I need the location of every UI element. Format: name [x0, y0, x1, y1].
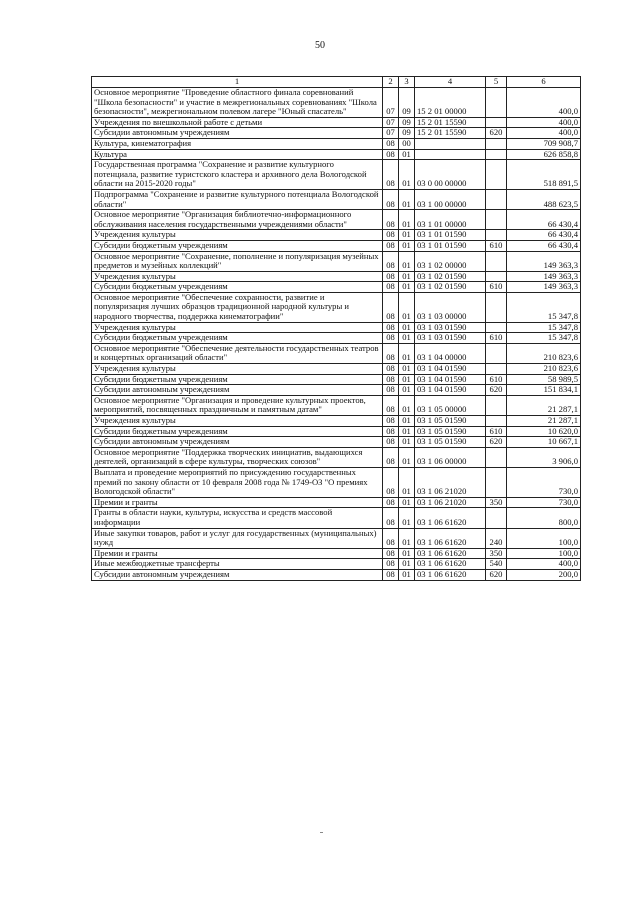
table-row — [92, 395, 581, 415]
row-amount: 149 363,3 — [507, 271, 581, 282]
row-amount: 100,0 — [507, 548, 581, 559]
row-name: Премии и гранты — [92, 497, 383, 508]
row-amount: 100,0 — [507, 528, 581, 548]
row-expense-type: 610 — [486, 426, 507, 437]
row-subsection: 01 — [399, 528, 415, 548]
row-expense-type — [486, 447, 507, 467]
row-target-article: 03 1 02 01590 — [415, 282, 486, 293]
row-section: 07 — [383, 128, 399, 139]
row-name: Субсидии бюджетным учреждениям — [92, 240, 383, 251]
row-subsection: 01 — [399, 447, 415, 467]
row-name: Гранты в области науки, культуры, искусства и средств массовой информации — [92, 508, 383, 528]
table-row — [92, 271, 581, 282]
row-target-article: 03 1 01 00000 — [415, 210, 486, 230]
scan-mark — [320, 832, 323, 833]
table-row — [92, 426, 581, 437]
row-expense-type: 620 — [486, 437, 507, 448]
row-amount: 21 287,1 — [507, 395, 581, 415]
row-name: Учреждения культуры — [92, 271, 383, 282]
row-expense-type: 610 — [486, 240, 507, 251]
row-expense-type — [486, 416, 507, 427]
row-section: 08 — [383, 437, 399, 448]
row-expense-type — [486, 138, 507, 149]
row-subsection: 01 — [399, 548, 415, 559]
row-subsection: 01 — [399, 497, 415, 508]
row-subsection: 01 — [399, 374, 415, 385]
row-name: Основное мероприятие "Сохранение, пополнение и популяризация музейных предметов и музейных коллекций" — [92, 251, 383, 271]
row-name: Основное мероприятие "Обеспечение деятельности государственных театров и концертных организаций области" — [92, 343, 383, 363]
row-section: 08 — [383, 138, 399, 149]
row-target-article: 03 1 06 21020 — [415, 497, 486, 508]
row-section: 08 — [383, 292, 399, 322]
row-subsection: 01 — [399, 322, 415, 333]
row-name: Основное мероприятие "Обеспечение сохранности, развитие и популяризация лучших образцов традиционной народной культуры и народного творчества, поддержка кинематографии" — [92, 292, 383, 322]
row-expense-type — [486, 343, 507, 363]
row-expense-type: 350 — [486, 548, 507, 559]
row-section: 07 — [383, 88, 399, 118]
row-section: 08 — [383, 569, 399, 580]
row-expense-type: 610 — [486, 374, 507, 385]
row-subsection: 01 — [399, 210, 415, 230]
row-subsection: 01 — [399, 282, 415, 293]
row-name: Субсидии бюджетным учреждениям — [92, 374, 383, 385]
row-expense-type — [486, 271, 507, 282]
row-target-article: 03 1 05 01590 — [415, 426, 486, 437]
header-subsection: 3 — [399, 77, 415, 88]
row-name: Иные межбюджетные трансферты — [92, 559, 383, 570]
row-target-article: 03 1 06 61620 — [415, 548, 486, 559]
row-section: 08 — [383, 559, 399, 570]
row-amount: 400,0 — [507, 128, 581, 139]
row-name: Иные закупки товаров, работ и услуг для государственных (муниципальных) нужд — [92, 528, 383, 548]
row-target-article: 03 1 05 00000 — [415, 395, 486, 415]
row-target-article: 03 1 06 21020 — [415, 467, 486, 497]
table-row — [92, 416, 581, 427]
row-subsection: 01 — [399, 569, 415, 580]
row-subsection: 01 — [399, 189, 415, 209]
table-row — [92, 508, 581, 528]
table-row — [92, 292, 581, 322]
row-amount: 149 363,3 — [507, 251, 581, 271]
row-name: Учреждения культуры — [92, 416, 383, 427]
row-subsection: 01 — [399, 160, 415, 190]
row-expense-type — [486, 189, 507, 209]
row-section: 08 — [383, 364, 399, 375]
row-expense-type — [486, 292, 507, 322]
row-section: 08 — [383, 528, 399, 548]
row-subsection: 01 — [399, 149, 415, 160]
table-row — [92, 230, 581, 241]
row-expense-type — [486, 395, 507, 415]
row-name: Учреждения культуры — [92, 364, 383, 375]
row-section: 08 — [383, 282, 399, 293]
row-expense-type: 620 — [486, 128, 507, 139]
row-amount: 15 347,8 — [507, 333, 581, 344]
row-target-article: 03 1 04 01590 — [415, 374, 486, 385]
row-section: 08 — [383, 426, 399, 437]
row-name: Субсидии автономным учреждениям — [92, 385, 383, 396]
row-subsection: 01 — [399, 240, 415, 251]
row-subsection: 01 — [399, 385, 415, 396]
row-expense-type — [486, 160, 507, 190]
row-amount: 58 989,5 — [507, 374, 581, 385]
row-subsection: 01 — [399, 559, 415, 570]
row-target-article: 15 2 01 00000 — [415, 88, 486, 118]
table-row — [92, 333, 581, 344]
row-subsection: 01 — [399, 271, 415, 282]
row-subsection: 01 — [399, 343, 415, 363]
row-section: 08 — [383, 210, 399, 230]
row-amount: 151 834,1 — [507, 385, 581, 396]
table-row — [92, 117, 581, 128]
table-row — [92, 149, 581, 160]
table-row — [92, 447, 581, 467]
row-section: 08 — [383, 385, 399, 396]
table-row — [92, 437, 581, 448]
row-section: 07 — [383, 117, 399, 128]
table-row — [92, 569, 581, 580]
row-amount: 3 906,0 — [507, 447, 581, 467]
row-name: Субсидии бюджетным учреждениям — [92, 333, 383, 344]
row-target-article: 03 1 06 61620 — [415, 508, 486, 528]
row-expense-type: 610 — [486, 333, 507, 344]
row-name: Субсидии автономным учреждениям — [92, 128, 383, 139]
row-name: Основное мероприятие "Проведение областного финала соревнований "Школа безопасности" и участие в межрегиональных соревнованиях "Школа безопасности", межрегиональном полевом лагере "Юный спасатель" — [92, 88, 383, 118]
row-amount: 518 891,5 — [507, 160, 581, 190]
row-name: Культура, кинематография — [92, 138, 383, 149]
row-target-article: 03 1 06 61620 — [415, 559, 486, 570]
row-name: Субсидии бюджетным учреждениям — [92, 282, 383, 293]
table-row — [92, 497, 581, 508]
row-expense-type: 240 — [486, 528, 507, 548]
row-name: Выплата и проведение мероприятий по присуждению государственных премий по закону области от 10 февраля 2008 года № 1749-ОЗ "О премиях Вологодской области" — [92, 467, 383, 497]
row-subsection: 01 — [399, 292, 415, 322]
row-target-article: 03 1 02 01590 — [415, 271, 486, 282]
row-section: 08 — [383, 508, 399, 528]
row-expense-type — [486, 230, 507, 241]
row-subsection: 09 — [399, 88, 415, 118]
table-row — [92, 251, 581, 271]
row-target-article: 03 1 01 01590 — [415, 240, 486, 251]
row-name: Культура — [92, 149, 383, 160]
row-expense-type — [486, 364, 507, 375]
row-expense-type: 350 — [486, 497, 507, 508]
table-row — [92, 240, 581, 251]
table-row — [92, 138, 581, 149]
row-subsection: 01 — [399, 437, 415, 448]
row-target-article: 03 1 04 01590 — [415, 364, 486, 375]
row-amount: 400,0 — [507, 117, 581, 128]
row-section: 08 — [383, 333, 399, 344]
row-target-article: 03 1 05 01590 — [415, 437, 486, 448]
row-subsection: 01 — [399, 426, 415, 437]
row-name: Учреждения культуры — [92, 322, 383, 333]
row-amount: 709 908,7 — [507, 138, 581, 149]
table-row — [92, 128, 581, 139]
row-name: Премии и гранты — [92, 548, 383, 559]
row-target-article: 03 1 04 00000 — [415, 343, 486, 363]
row-subsection: 01 — [399, 364, 415, 375]
row-section: 08 — [383, 395, 399, 415]
row-target-article: 03 1 03 01590 — [415, 322, 486, 333]
table-row — [92, 374, 581, 385]
row-expense-type: 610 — [486, 282, 507, 293]
row-target-article: 03 1 06 61620 — [415, 569, 486, 580]
row-amount: 10 667,1 — [507, 437, 581, 448]
table-row — [92, 528, 581, 548]
row-amount: 15 347,8 — [507, 292, 581, 322]
header-expense-type: 5 — [486, 77, 507, 88]
row-amount: 488 623,5 — [507, 189, 581, 209]
row-subsection: 01 — [399, 333, 415, 344]
row-target-article: 03 1 03 00000 — [415, 292, 486, 322]
row-section: 08 — [383, 149, 399, 160]
row-name: Основное мероприятие "Организация библиотечно-информационного обслуживания населения государственными учреждениями области" — [92, 210, 383, 230]
row-name: Основное мероприятие "Организация и проведение культурных проектов, мероприятий, посвященных праздничным и памятным датам" — [92, 395, 383, 415]
row-amount: 66 430,4 — [507, 230, 581, 241]
row-section: 08 — [383, 497, 399, 508]
row-section: 08 — [383, 322, 399, 333]
row-subsection: 01 — [399, 230, 415, 241]
row-amount: 730,0 — [507, 467, 581, 497]
row-amount: 21 287,1 — [507, 416, 581, 427]
row-section: 08 — [383, 416, 399, 427]
row-subsection: 00 — [399, 138, 415, 149]
row-expense-type — [486, 508, 507, 528]
row-target-article: 03 1 03 01590 — [415, 333, 486, 344]
row-amount: 66 430,4 — [507, 210, 581, 230]
row-section: 08 — [383, 240, 399, 251]
row-amount: 66 430,4 — [507, 240, 581, 251]
row-target-article: 03 1 06 61620 — [415, 528, 486, 548]
row-amount: 149 363,3 — [507, 282, 581, 293]
row-subsection: 01 — [399, 395, 415, 415]
row-amount: 800,0 — [507, 508, 581, 528]
row-target-article: 03 1 05 01590 — [415, 416, 486, 427]
row-section: 08 — [383, 230, 399, 241]
table-row — [92, 467, 581, 497]
row-expense-type — [486, 149, 507, 160]
row-expense-type — [486, 88, 507, 118]
row-subsection: 09 — [399, 128, 415, 139]
row-amount: 400,0 — [507, 88, 581, 118]
row-section: 08 — [383, 374, 399, 385]
row-section: 08 — [383, 548, 399, 559]
table-row — [92, 548, 581, 559]
row-name: Субсидии бюджетным учреждениям — [92, 426, 383, 437]
row-amount: 400,0 — [507, 559, 581, 570]
table-header-row — [92, 77, 581, 88]
row-subsection: 09 — [399, 117, 415, 128]
row-section: 08 — [383, 251, 399, 271]
row-expense-type — [486, 210, 507, 230]
row-expense-type — [486, 251, 507, 271]
row-amount: 210 823,6 — [507, 364, 581, 375]
budget-table — [91, 76, 581, 581]
row-amount: 200,0 — [507, 569, 581, 580]
row-section: 08 — [383, 447, 399, 467]
row-target-article: 03 1 00 00000 — [415, 189, 486, 209]
row-name: Субсидии автономным учреждениям — [92, 569, 383, 580]
row-section: 08 — [383, 271, 399, 282]
table-row — [92, 343, 581, 363]
row-name: Подпрограмма "Сохранение и развитие культурного потенциала Вологодской области" — [92, 189, 383, 209]
row-amount: 626 858,8 — [507, 149, 581, 160]
row-name: Государственная программа "Сохранение и развитие культурного потенциала, развитие туристского кластера и архивного дела Вологодской области на 2015-2020 годы" — [92, 160, 383, 190]
table-row — [92, 88, 581, 118]
row-section: 08 — [383, 189, 399, 209]
table-row — [92, 559, 581, 570]
table-row — [92, 282, 581, 293]
header-name: 1 — [92, 77, 383, 88]
row-target-article: 03 0 00 00000 — [415, 160, 486, 190]
row-section: 08 — [383, 160, 399, 190]
row-target-article: 03 1 02 00000 — [415, 251, 486, 271]
table-row — [92, 189, 581, 209]
table-row — [92, 210, 581, 230]
row-subsection: 01 — [399, 508, 415, 528]
row-target-article — [415, 138, 486, 149]
row-amount: 210 823,6 — [507, 343, 581, 363]
row-section: 08 — [383, 343, 399, 363]
row-expense-type: 620 — [486, 569, 507, 580]
row-target-article: 15 2 01 15590 — [415, 117, 486, 128]
row-expense-type — [486, 467, 507, 497]
row-expense-type — [486, 322, 507, 333]
row-expense-type — [486, 117, 507, 128]
table-row — [92, 385, 581, 396]
row-amount: 15 347,8 — [507, 322, 581, 333]
row-target-article: 15 2 01 15590 — [415, 128, 486, 139]
row-name: Учреждения культуры — [92, 230, 383, 241]
row-subsection: 01 — [399, 416, 415, 427]
table-row — [92, 364, 581, 375]
row-target-article — [415, 149, 486, 160]
row-subsection: 01 — [399, 467, 415, 497]
row-section: 08 — [383, 467, 399, 497]
header-section: 2 — [383, 77, 399, 88]
row-subsection: 01 — [399, 251, 415, 271]
row-name: Учреждения по внешкольной работе с детьми — [92, 117, 383, 128]
header-target-article: 4 — [415, 77, 486, 88]
table-row — [92, 322, 581, 333]
row-amount: 10 620,0 — [507, 426, 581, 437]
page-number: 50 — [315, 40, 325, 51]
header-amount: 6 — [507, 77, 581, 88]
row-target-article: 03 1 01 01590 — [415, 230, 486, 241]
row-name: Основное мероприятие "Поддержка творческих инициатив, выдающихся деятелей, организаций в сфере культуры, творческих союзов" — [92, 447, 383, 467]
table-row — [92, 160, 581, 190]
row-expense-type: 540 — [486, 559, 507, 570]
row-amount: 730,0 — [507, 497, 581, 508]
row-name: Субсидии автономным учреждениям — [92, 437, 383, 448]
row-target-article: 03 1 04 01590 — [415, 385, 486, 396]
row-target-article: 03 1 06 00000 — [415, 447, 486, 467]
row-expense-type: 620 — [486, 385, 507, 396]
